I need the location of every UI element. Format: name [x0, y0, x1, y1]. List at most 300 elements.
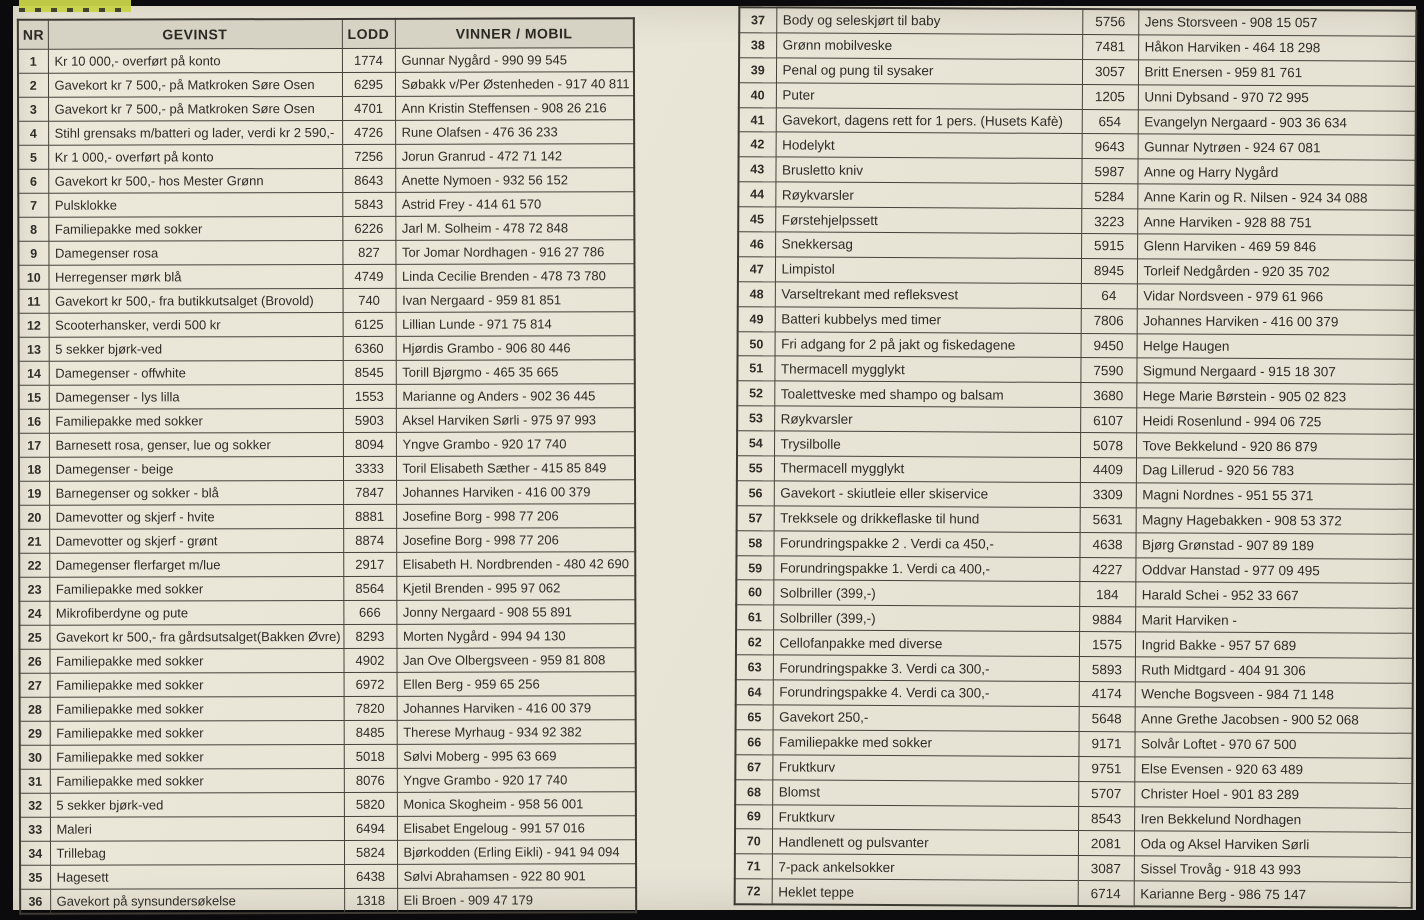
cell-prize: Puter — [776, 83, 1082, 109]
cell-ticket: 9643 — [1082, 134, 1138, 159]
cell-winner: Jorun Granrud - 472 71 142 — [395, 144, 634, 169]
cell-winner: Anne Harviken - 928 88 751 — [1137, 209, 1415, 235]
cell-winner: Magni Nordnes - 951 55 371 — [1136, 483, 1414, 509]
table-row — [737, 431, 1414, 459]
cell-ticket: 1205 — [1082, 84, 1138, 109]
cell-prize: Damegenser rosa — [48, 240, 342, 265]
cell-nr: 32 — [20, 793, 50, 817]
cell-prize: Damegenser - beige — [49, 456, 343, 481]
table-row — [736, 530, 1413, 558]
cell-winner: Harald Schei - 952 33 667 — [1135, 582, 1413, 608]
cell-winner: Gunnar Nytrøen - 924 67 081 — [1138, 134, 1416, 160]
cell-winner: Karianne Berg - 986 75 147 — [1134, 881, 1412, 908]
cell-prize: Familiepakke med sokker — [50, 744, 344, 769]
cell-ticket: 3309 — [1080, 482, 1136, 507]
cell-ticket: 2917 — [343, 552, 396, 576]
cell-prize: 5 sekker bjørk-ved — [49, 336, 343, 361]
cell-winner: Josefine Borg - 998 77 206 — [396, 528, 635, 553]
cell-ticket: 7256 — [342, 144, 395, 168]
cell-ticket: 5843 — [342, 192, 395, 216]
cell-winner: Johannes Harviken - 416 00 379 — [397, 696, 636, 721]
prize-table-right — [734, 6, 1418, 909]
cell-nr: 18 — [19, 457, 49, 481]
table-row — [739, 82, 1416, 110]
cell-ticket: 6107 — [1080, 408, 1136, 433]
cell-nr: 24 — [19, 601, 49, 625]
cell-winner: Elisabeth H. Nordbrenden - 480 42 690 — [396, 552, 635, 577]
cell-prize: Handlenett og pulsvanter — [772, 829, 1078, 855]
cell-prize: Solbriller (399,-) — [773, 580, 1079, 606]
table-row — [19, 432, 635, 458]
cell-winner: Josefine Borg - 998 77 206 — [396, 504, 635, 529]
cell-prize: Penal og pung til sysaker — [776, 58, 1082, 84]
table-row — [738, 182, 1415, 210]
table-row — [18, 72, 634, 98]
cell-winner: Elisabet Engeloug - 991 57 016 — [397, 816, 636, 841]
cell-ticket: 8485 — [344, 720, 397, 744]
cell-prize: 7-pack ankelsokker — [772, 854, 1078, 880]
table-row — [738, 257, 1415, 285]
cell-ticket: 5707 — [1078, 781, 1134, 806]
cell-prize: Røykvarsler — [774, 406, 1080, 432]
cell-ticket: 3680 — [1080, 383, 1136, 408]
cell-nr: 42 — [739, 132, 776, 157]
cell-ticket: 5820 — [344, 792, 397, 816]
cell-nr: 22 — [19, 553, 49, 577]
cell-ticket: 9751 — [1078, 756, 1134, 781]
cell-nr: 43 — [738, 157, 775, 182]
table-row — [737, 406, 1414, 434]
cell-winner: Oda og Aksel Harviken Sørli — [1134, 831, 1412, 857]
cell-prize: Trillebag — [50, 840, 344, 865]
cell-nr: 29 — [20, 721, 50, 745]
cell-winner: Solvår Loftet - 970 67 500 — [1134, 732, 1412, 758]
cell-ticket: 8881 — [343, 504, 396, 528]
cell-prize: Herregenser mørk blå — [48, 264, 342, 289]
cell-ticket: 1774 — [342, 48, 395, 72]
cell-winner: Evangelyn Nergaard - 903 36 634 — [1138, 109, 1416, 135]
cell-winner: Linda Cecilie Brenden - 478 73 780 — [395, 264, 634, 289]
cell-winner: Glenn Harviken - 469 59 846 — [1137, 234, 1415, 260]
cell-ticket: 6972 — [344, 672, 397, 696]
cell-nr: 41 — [739, 107, 776, 132]
cell-winner: Søbakk v/Per Østenheden - 917 40 811 — [395, 72, 634, 97]
table-row — [18, 216, 634, 242]
cell-nr: 63 — [736, 655, 773, 680]
cell-prize: Gavekort kr 500,- fra butikkutsalget (Brovold) — [49, 288, 343, 313]
cell-ticket: 7820 — [344, 696, 397, 720]
cell-prize: Forundringspakke 4. Verdi ca 300,- — [773, 680, 1079, 706]
cell-winner: Kjetil Brenden - 995 97 062 — [396, 576, 635, 601]
cell-prize: Blomst — [772, 780, 1078, 806]
cell-nr: 55 — [737, 456, 774, 481]
cell-prize: Gavekort kr 7 500,- på Matkroken Søre Osen — [48, 72, 342, 97]
cell-nr: 10 — [18, 265, 48, 289]
table-row — [19, 312, 635, 338]
cell-prize: Familiepakke med sokker — [48, 216, 342, 241]
cell-winner: Marianne og Anders - 902 36 445 — [396, 384, 635, 409]
cell-prize: Heklet teppe — [772, 879, 1078, 906]
cell-ticket: 4227 — [1079, 557, 1135, 582]
cell-nr: 9 — [18, 241, 48, 265]
cell-ticket: 740 — [343, 288, 396, 312]
table-row — [738, 207, 1415, 235]
table-row — [19, 648, 635, 674]
cell-winner: Anne Karin og R. Nilsen - 924 34 088 — [1137, 184, 1415, 210]
cell-ticket: 1318 — [344, 888, 397, 913]
cell-winner: Hege Marie Børstein - 905 02 823 — [1136, 383, 1414, 409]
table-row — [738, 306, 1415, 334]
cell-ticket: 6125 — [343, 312, 396, 336]
cell-nr: 33 — [20, 817, 50, 841]
cell-prize: Røykvarsler — [775, 182, 1081, 208]
table-row — [19, 504, 635, 530]
cell-prize: Damegenser - offwhite — [49, 360, 343, 385]
cell-nr: 71 — [735, 854, 772, 879]
table-row — [737, 506, 1414, 534]
cell-ticket: 4638 — [1079, 532, 1135, 557]
cell-ticket: 5284 — [1081, 184, 1137, 209]
cell-prize: Damevotter og skjerf - grønt — [49, 528, 343, 553]
cell-prize: Mikrofiberdyne og pute — [49, 600, 343, 625]
table-row — [18, 120, 634, 146]
cell-prize: Familiepakke med sokker — [49, 408, 343, 433]
table-row — [737, 381, 1414, 409]
cell-winner: Else Evensen - 920 63 489 — [1134, 757, 1412, 783]
cell-prize: Gavekort, dagens rett for 1 pers. (Husets Kafè) — [776, 107, 1082, 133]
table-row — [738, 157, 1415, 185]
table-row — [739, 33, 1416, 61]
table-row — [738, 232, 1415, 260]
cell-winner: Bjørkodden (Erling Eikli) - 941 94 094 — [397, 840, 636, 865]
cell-nr: 16 — [19, 409, 49, 433]
cell-winner: Johannes Harviken - 416 00 379 — [1137, 309, 1415, 335]
cell-nr: 38 — [739, 33, 776, 58]
cell-ticket: 666 — [343, 600, 396, 624]
cell-nr: 35 — [20, 865, 50, 889]
cell-winner: Ruth Midtgard - 404 91 306 — [1135, 657, 1413, 683]
cell-prize: Gavekort kr 500,- hos Mester Grønn — [48, 168, 342, 193]
table-row — [20, 720, 636, 746]
cell-prize: Maleri — [50, 816, 344, 841]
cell-nr: 45 — [738, 207, 775, 232]
cell-nr: 67 — [735, 754, 772, 779]
cell-prize: Barnegenser og sokker - blå — [49, 480, 343, 505]
table-row — [738, 282, 1415, 310]
cell-winner: Rune Olafsen - 476 36 233 — [395, 120, 634, 145]
cell-ticket: 5756 — [1082, 9, 1138, 35]
cell-ticket: 8564 — [343, 576, 396, 600]
cell-prize: Barnesett rosa, genser, lue og sokker — [49, 432, 343, 457]
header-prize: GEVINST — [48, 19, 342, 49]
table-row — [736, 605, 1413, 633]
cell-winner: Gunnar Nygård - 990 99 545 — [395, 48, 634, 73]
cell-ticket: 3087 — [1078, 856, 1134, 881]
header-nr: NR — [18, 20, 48, 50]
table-row — [20, 816, 636, 842]
cell-nr: 30 — [20, 745, 50, 769]
table-row — [19, 336, 635, 362]
cell-nr: 3 — [18, 97, 48, 121]
cell-prize: Trekksele og drikkeflaske til hund — [774, 506, 1080, 532]
cell-ticket: 4902 — [343, 648, 396, 672]
table-row — [19, 552, 635, 578]
cell-nr: 39 — [739, 58, 776, 83]
cell-prize: Solbriller (399,-) — [773, 605, 1079, 631]
cell-ticket: 3223 — [1081, 209, 1137, 234]
table-row — [737, 356, 1414, 384]
cell-nr: 12 — [19, 313, 49, 337]
cell-prize: Scooterhansker, verdi 500 kr — [49, 312, 343, 337]
cell-nr: 69 — [735, 804, 772, 829]
table-row — [20, 888, 636, 914]
cell-winner: Oddvar Hanstad - 977 09 495 — [1135, 557, 1413, 583]
cell-winner: Yngve Grambo - 920 17 740 — [396, 432, 635, 457]
cell-prize: Fruktkurv — [772, 755, 1078, 781]
cell-winner: Bjørg Grønstad - 907 89 189 — [1135, 533, 1413, 559]
cell-nr: 61 — [736, 605, 773, 630]
cell-prize: Varseltrekant med refleksvest — [775, 282, 1081, 308]
table-row — [739, 58, 1416, 86]
cell-ticket: 9450 — [1081, 333, 1137, 358]
cell-prize: Body og seleskjørt til baby — [776, 7, 1082, 34]
cell-prize: Forundringspakke 2 . Verdi ca 450,- — [773, 531, 1079, 557]
cell-prize: Gavekort på synsundersøkelse — [50, 888, 344, 913]
cell-nr: 17 — [19, 433, 49, 457]
table-row — [20, 768, 636, 794]
cell-nr: 65 — [736, 705, 773, 730]
table-row — [18, 96, 634, 122]
cell-nr: 72 — [735, 879, 772, 905]
cell-prize: Gavekort kr 7 500,- på Matkroken Søre Osen — [48, 96, 342, 121]
cell-ticket: 3057 — [1082, 59, 1138, 84]
cell-ticket: 5824 — [344, 840, 397, 864]
cell-nr: 5 — [18, 145, 48, 169]
cell-winner: Sissel Trovåg - 918 43 993 — [1134, 856, 1412, 882]
cell-ticket: 1575 — [1079, 632, 1135, 657]
cell-winner: Tor Jomar Nordhagen - 916 27 786 — [395, 240, 634, 265]
cell-prize: Cellofanpakke med diverse — [773, 630, 1079, 656]
table-row — [735, 754, 1412, 782]
cell-ticket: 6295 — [342, 72, 395, 96]
table-row — [736, 655, 1413, 683]
cell-nr: 44 — [738, 182, 775, 207]
table-row — [18, 240, 634, 266]
cell-ticket: 654 — [1082, 109, 1138, 134]
cell-ticket: 4726 — [342, 120, 395, 144]
table-row — [20, 696, 636, 722]
cell-prize: Gavekort - skiutleie eller skiservice — [774, 481, 1080, 507]
table-row — [735, 804, 1412, 832]
cell-prize: Familiepakke med sokker — [50, 720, 344, 745]
table-row — [20, 744, 636, 770]
cell-winner: Anne Grethe Jacobsen - 900 52 068 — [1135, 707, 1413, 733]
prize-table-left — [17, 17, 637, 915]
table-row — [19, 288, 635, 314]
cell-nr: 7 — [18, 193, 48, 217]
cell-winner: Håkon Harviken - 464 18 298 — [1138, 35, 1416, 61]
cell-nr: 25 — [19, 625, 49, 649]
cell-ticket: 1553 — [343, 384, 396, 408]
cell-prize: Batteri kubbelys med timer — [775, 307, 1081, 333]
cell-winner: Magny Hagebakken - 908 53 372 — [1136, 508, 1414, 534]
cell-ticket: 6438 — [344, 864, 397, 888]
cell-nr: 2 — [18, 73, 48, 97]
cell-prize: Trysilbolle — [774, 431, 1080, 457]
cell-ticket: 8874 — [343, 528, 396, 552]
cell-nr: 62 — [736, 630, 773, 655]
cell-winner: Sølvi Moberg - 995 63 669 — [397, 744, 636, 769]
cell-ticket: 184 — [1079, 582, 1135, 607]
cell-ticket: 6714 — [1078, 881, 1134, 907]
cell-prize: Familiepakke med sokker — [50, 768, 344, 793]
cell-nr: 47 — [738, 257, 775, 282]
cell-prize: Thermacell mygglykt — [774, 456, 1080, 482]
cell-prize: Kr 10 000,- overført på konto — [48, 48, 342, 73]
cell-winner: Helge Haugen — [1137, 333, 1415, 359]
table-row — [19, 624, 635, 650]
table-row — [735, 730, 1412, 758]
cell-winner: Ivan Nergaard - 959 81 851 — [396, 288, 635, 313]
cell-winner: Ingrid Bakke - 957 57 689 — [1135, 632, 1413, 658]
cell-prize: Damevotter og skjerf - hvite — [49, 504, 343, 529]
table-row — [736, 630, 1413, 658]
cell-winner: Unni Dybsand - 970 72 995 — [1138, 84, 1416, 110]
cell-ticket: 6494 — [344, 816, 397, 840]
cell-prize: Snekkersag — [775, 232, 1081, 258]
cell-winner: Ellen Berg - 959 65 256 — [397, 672, 636, 697]
cell-winner: Johannes Harviken - 416 00 379 — [396, 480, 635, 505]
cell-winner: Lillian Lunde - 971 75 814 — [396, 312, 635, 337]
cell-nr: 60 — [736, 580, 773, 605]
cell-nr: 56 — [737, 481, 774, 506]
cell-nr: 57 — [737, 506, 774, 531]
cell-winner: Sølvi Abrahamsen - 922 80 901 — [397, 864, 636, 889]
table-row — [736, 555, 1413, 583]
cell-winner: Yngve Grambo - 920 17 740 — [397, 768, 636, 793]
cell-nr: 19 — [19, 481, 49, 505]
cell-ticket: 7590 — [1080, 358, 1136, 383]
cell-nr: 70 — [735, 829, 772, 854]
table-row — [19, 360, 635, 386]
cell-nr: 21 — [19, 529, 49, 553]
cell-ticket: 8545 — [343, 360, 396, 384]
cell-ticket: 4701 — [342, 96, 395, 120]
cell-winner: Toril Elisabeth Sæther - 415 85 849 — [396, 456, 635, 481]
cell-prize: Familiepakke med sokker — [49, 576, 343, 601]
table-row — [19, 576, 635, 602]
cell-winner: Eli Broen - 909 47 179 — [397, 888, 636, 913]
cell-ticket: 7847 — [343, 480, 396, 504]
header-winner: VINNER / MOBIL — [395, 18, 634, 48]
cell-ticket: 8293 — [343, 624, 396, 648]
cell-nr: 15 — [19, 385, 49, 409]
cell-ticket: 8076 — [344, 768, 397, 792]
cell-winner: Wenche Bogsveen - 984 71 148 — [1135, 682, 1413, 708]
cell-nr: 66 — [735, 730, 772, 755]
table-row — [18, 144, 634, 170]
cell-winner: Christer Hoel - 901 83 289 — [1134, 781, 1412, 807]
header-ticket: LODD — [342, 19, 395, 49]
cell-winner: Jens Storsveen - 908 15 057 — [1138, 9, 1416, 36]
cell-ticket: 8094 — [343, 432, 396, 456]
cell-winner: Jan Ove Olbergsveen - 959 81 808 — [396, 648, 635, 673]
cell-prize: Toalettveske med shampo og balsam — [774, 381, 1080, 407]
table-row — [737, 456, 1414, 484]
cell-winner: Astrid Frey - 414 61 570 — [395, 192, 634, 217]
cell-winner: Jonny Nergaard - 908 55 891 — [396, 600, 635, 625]
cell-ticket: 9171 — [1078, 731, 1134, 756]
cell-ticket: 5893 — [1079, 657, 1135, 682]
cell-winner: Anette Nymoen - 932 56 152 — [395, 168, 634, 193]
cell-nr: 27 — [20, 673, 50, 697]
cell-prize: Pulsklokke — [48, 192, 342, 217]
cell-prize: Hagesett — [50, 864, 344, 889]
cell-nr: 64 — [736, 680, 773, 705]
cell-ticket: 5987 — [1081, 159, 1137, 184]
cell-ticket: 8643 — [342, 168, 395, 192]
cell-prize: Familiepakke med sokker — [50, 696, 344, 721]
cell-prize: Fruktkurv — [772, 804, 1078, 830]
table-row — [735, 779, 1412, 807]
cell-nr: 59 — [736, 555, 773, 580]
table-row — [736, 705, 1413, 733]
cell-nr: 48 — [738, 282, 775, 307]
cell-winner: Tove Bekkelund - 920 86 879 — [1136, 433, 1414, 459]
cell-ticket: 64 — [1081, 283, 1137, 308]
cell-winner: Iren Bekkelund Nordhagen — [1134, 806, 1412, 832]
table-row — [739, 132, 1416, 160]
table-row — [18, 192, 634, 218]
cell-ticket: 6360 — [343, 336, 396, 360]
cell-nr: 11 — [19, 289, 49, 313]
table-row — [20, 840, 636, 866]
cell-ticket: 5631 — [1080, 507, 1136, 532]
cell-nr: 36 — [20, 889, 50, 914]
cell-winner: Marit Harviken - — [1135, 607, 1413, 633]
highlighted-title-fragment-cropped — [19, 0, 131, 12]
cell-nr: 68 — [735, 779, 772, 804]
cell-winner: Torleif Nedgården - 920 35 702 — [1137, 259, 1415, 285]
cell-ticket: 5903 — [343, 408, 396, 432]
table-row — [739, 7, 1416, 36]
cell-ticket: 6226 — [342, 216, 395, 240]
header-row — [18, 18, 634, 49]
cell-prize: Familiepakke med sokker — [772, 730, 1078, 756]
cell-winner: Dag Lillerud - 920 56 783 — [1136, 458, 1414, 484]
cell-nr: 26 — [19, 649, 49, 673]
cell-winner: Vidar Nordsveen - 979 61 966 — [1137, 284, 1415, 310]
cell-prize: Forundringspakke 3. Verdi ca 300,- — [773, 655, 1079, 681]
cell-ticket: 5915 — [1081, 234, 1137, 259]
cell-nr: 31 — [20, 769, 50, 793]
cell-prize: Forundringspakke 1. Verdi ca 400,- — [773, 556, 1079, 582]
table-row — [19, 600, 635, 626]
scanned-page — [13, 6, 1416, 910]
cell-prize: Limpistol — [775, 257, 1081, 283]
cell-nr: 23 — [19, 577, 49, 601]
prize-table-header — [18, 18, 634, 49]
table-row — [736, 580, 1413, 608]
table-row — [18, 168, 634, 194]
cell-prize: Førstehjelpssett — [775, 207, 1081, 233]
table-row — [736, 680, 1413, 708]
cell-ticket: 4749 — [342, 264, 395, 288]
table-row — [20, 672, 636, 698]
cell-prize: Thermacell mygglykt — [774, 356, 1080, 382]
table-row — [18, 264, 634, 290]
cell-nr: 46 — [738, 232, 775, 257]
